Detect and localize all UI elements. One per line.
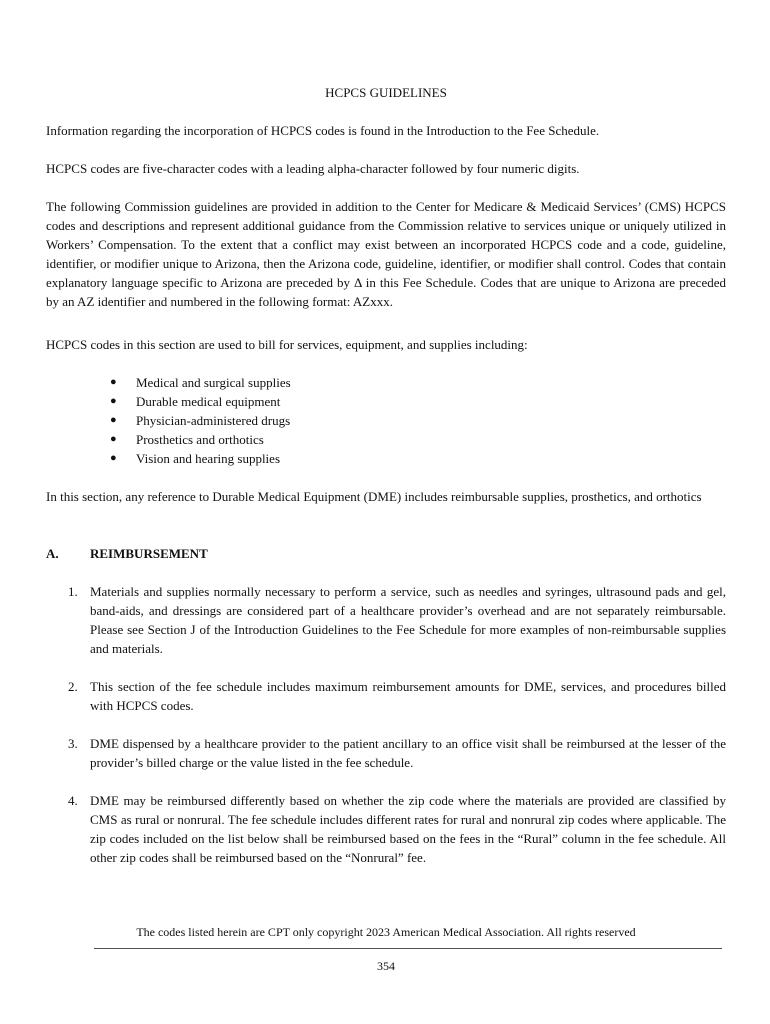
reimbursement-item-4 — [46, 791, 726, 867]
section-letter: A. — [46, 546, 59, 561]
item-number: 3. — [68, 736, 78, 751]
bullet-icon: ● — [110, 395, 117, 407]
list-item: ● Medical and surgical supplies — [110, 375, 291, 390]
supplies-list — [46, 373, 726, 468]
section-heading — [46, 544, 726, 563]
item-text: DME dispensed by a healthcare provider to the patient ancillary to an office visit shall be reimbursed at the lesser of the provider’s billed charge or the value listed in the fee schedule. — [90, 736, 726, 770]
page-title: HCPCS GUIDELINES — [325, 85, 447, 100]
intro-paragraph-4: HCPCS codes in this section are used to bill for services, equipment, and supplies including: — [46, 337, 528, 352]
reimbursement-item-2 — [46, 677, 726, 715]
reimbursement-item-1 — [46, 582, 726, 658]
bullet-icon: ● — [110, 452, 117, 464]
page-number: 354 — [377, 959, 395, 973]
bullet-icon: ● — [110, 414, 117, 426]
dme-definition-paragraph: In this section, any reference to Durable Medical Equipment (DME) includes reimbursable supplies, prosthetics, and orthotics — [46, 489, 702, 504]
copyright-footer: The codes listed herein are CPT only copyright 2023 American Medical Association. All rights reserved — [136, 925, 636, 939]
item-text: This section of the fee schedule includes maximum reimbursement amounts for DME, services, and procedures billed with HCPCS codes. — [90, 679, 726, 713]
intro-paragraph-2: HCPCS codes are five-character codes with a leading alpha-character followed by four numeric digits. — [46, 161, 580, 176]
reimbursement-item-3 — [46, 734, 726, 772]
list-item: ● Vision and hearing supplies — [110, 451, 281, 466]
list-item: ● Durable medical equipment — [110, 394, 281, 409]
bullet-icon: ● — [110, 433, 117, 445]
intro-paragraph-3: The following Commission guidelines are provided in addition to the Center for Medicare & Medicaid Services’ (CMS) HCPCS codes and descriptions and represent additional guidance from the Commission relative to services unique or uniquely utilized in Workers’ Compensation. To the extent that a conflict may exist between an incorporated HCPCS code and a code, guideline, identifier, or modifier unique to Arizona, then the Arizona code, guideline, identifier, or modifier shall control. Codes that contain explanatory language specific to Arizona are preceded by Δ in this Fee Schedule. Codes that are unique to Arizona are preceded by an AZ identifier and numbered in the following format: AZxxx. — [46, 199, 726, 309]
item-number: 2. — [68, 679, 78, 694]
list-item: ● Prosthetics and orthotics — [110, 432, 264, 447]
list-item: ● Physician-administered drugs — [110, 413, 291, 428]
section-title: REIMBURSEMENT — [90, 546, 208, 561]
item-number: 1. — [68, 584, 78, 599]
item-text: DME may be reimbursed differently based on whether the zip code where the materials are provided are classified by CMS as rural or nonrural. The fee schedule includes different rates for rural and nonrural zip codes where applicable. The zip codes included on the list below shall be reimbursed based on the fees in the “Rural” column in the fee schedule. All other zip codes shall be reimbursed based on the “Nonrural” fee. — [90, 793, 726, 865]
intro-paragraph-1: Information regarding the incorporation of HCPCS codes is found in the Introduction to the Fee Schedule. — [46, 123, 600, 138]
item-text: Materials and supplies normally necessary to perform a service, such as needles and syringes, ultrasound pads and gel, band-aids, and dressings are considered part of a healthcare provider’s overhead and are not separately reimbursable. Please see Section J of the Introduction Guidelines to the Fee Schedule for more examples of non-reimbursable supplies and materials. — [90, 584, 726, 656]
item-number: 4. — [68, 793, 78, 808]
bullet-icon: ● — [110, 376, 117, 388]
footer-divider — [94, 948, 722, 949]
